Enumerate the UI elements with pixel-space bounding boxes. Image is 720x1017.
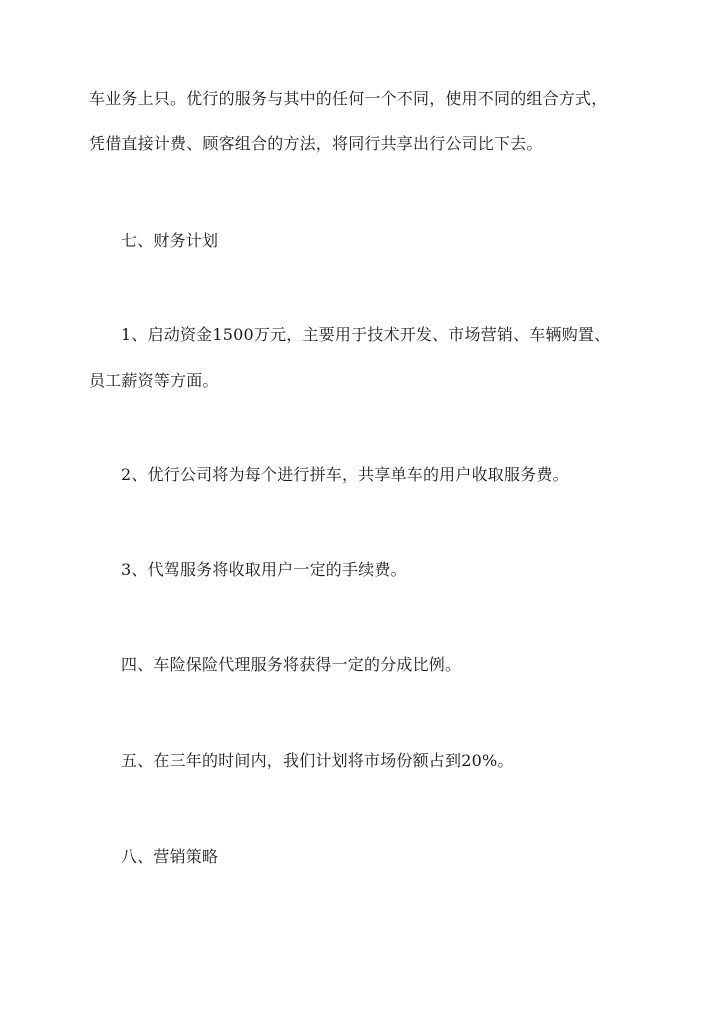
- list-item: 2、优行公司将为每个进行拼车，共享单车的用户收取服务费。: [121, 465, 569, 484]
- section-heading: 八、营销策略: [121, 847, 219, 866]
- paragraph-line: 车业务上只。优行的服务与其中的任何一个不同，使用不同的组合方式，: [89, 89, 608, 108]
- list-item-line: 员工薪资等方面。: [89, 371, 219, 390]
- paragraph-line: 凭借直接计费、顾客组合的方法，将同行共享出行公司比下去。: [89, 134, 543, 153]
- list-item: 五、在三年的时间内，我们计划将市场份额占到20%。: [121, 751, 514, 770]
- section-heading: 七、财务计划: [121, 231, 219, 250]
- list-item: 3、代驾服务将收取用户一定的手续费。: [121, 560, 407, 579]
- list-item: 四、车险保险代理服务将获得一定的分成比例。: [121, 655, 462, 674]
- list-item-line: 1、启动资金1500万元，主要用于技术开发、市场营销、车辆购置、: [121, 325, 611, 344]
